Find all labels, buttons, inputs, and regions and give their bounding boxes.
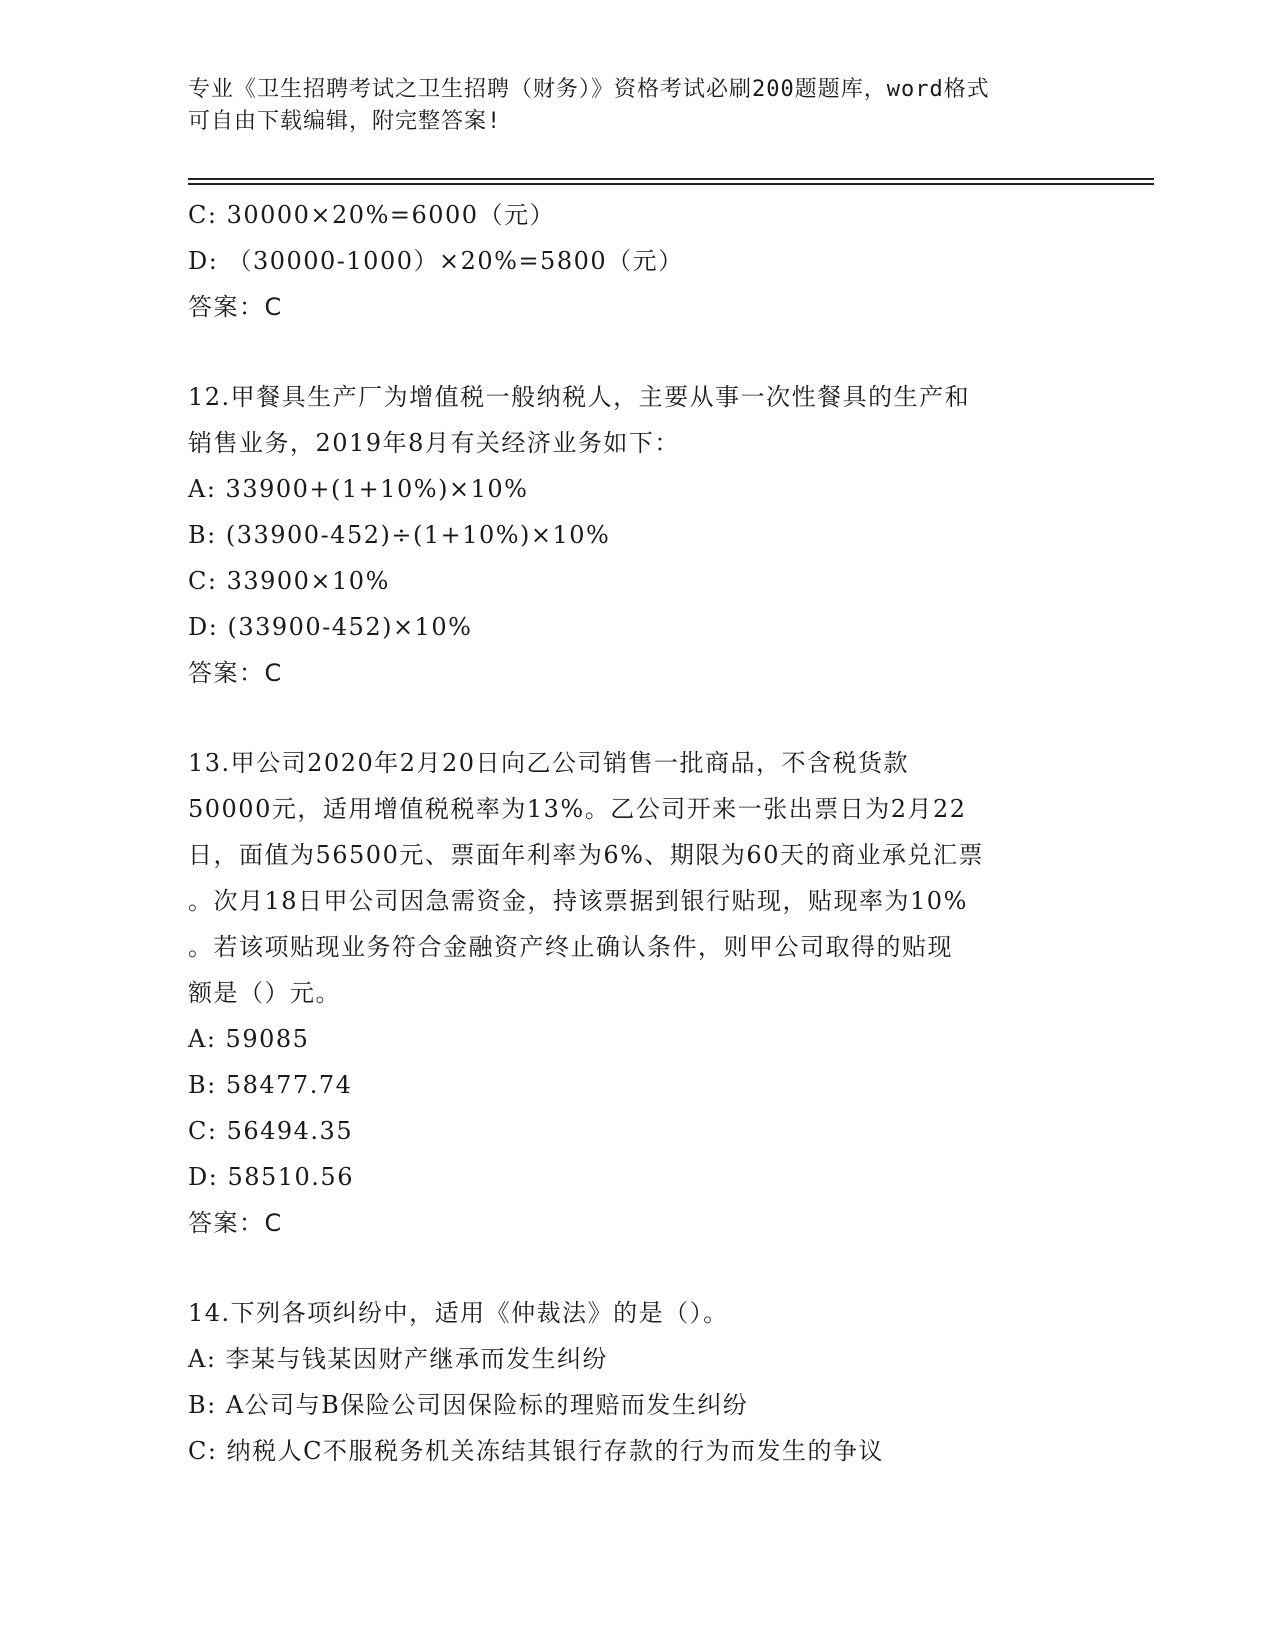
question-13 (188, 740, 1088, 1246)
question-stem: 。若该项贴现业务符合金融资产终止确认条件，则甲公司取得的贴现 (188, 933, 953, 961)
question-11 (188, 192, 1088, 330)
option-b: B: A公司与B保险公司因保险标的理赔而发生纠纷 (188, 1391, 749, 1419)
option-d: D: (33900-452)×10% (188, 613, 473, 641)
header-divider-top (188, 178, 1154, 180)
question-stem: 日，面值为56500元、票面年利率为6%、期限为60天的商业承兑汇票 (188, 841, 984, 869)
document-body (188, 192, 1088, 1474)
option-b: B: (33900-452)÷(1+10%)×10% (188, 521, 611, 549)
option-d: D: 58510.56 (188, 1163, 354, 1191)
answer-line: 答案：C (188, 659, 283, 687)
option-c: C: 纳税人C不服税务机关冻结其银行存款的行为而发生的争议 (188, 1437, 884, 1465)
option-a: A: 李某与钱某因财产继承而发生纠纷 (188, 1345, 609, 1373)
answer-line: 答案：C (188, 1209, 283, 1237)
header-title-line-2: 可自由下载编辑，附完整答案! (188, 109, 502, 134)
option-c: C: 33900×10% (188, 567, 390, 595)
header-divider-bottom (188, 183, 1154, 185)
option-d: D: （30000-1000）×20%=5800（元） (188, 247, 684, 275)
question-stem: 。次月18日甲公司因急需资金，持该票据到银行贴现，贴现率为10% (188, 887, 968, 915)
answer-line: 答案：C (188, 293, 283, 321)
header-title-line-1: 专业《卫生招聘考试之卫生招聘（财务）》资格考试必刷200题题库，word格式 (188, 77, 990, 102)
question-stem: 50000元，适用增值税税率为13%。乙公司开来一张出票日为2月22 (188, 795, 967, 823)
question-12 (188, 374, 1088, 696)
question-stem: 销售业务，2019年8月有关经济业务如下： (188, 429, 680, 457)
option-a: A: 33900+(1+10%)×10% (188, 475, 529, 503)
question-stem: 13.甲公司2020年2月20日向乙公司销售一批商品，不含税货款 (188, 749, 910, 777)
spacer (188, 330, 1088, 374)
spacer (188, 696, 1088, 740)
option-c: C: 56494.35 (188, 1117, 354, 1145)
question-stem: 12.甲餐具生产厂为增值税一般纳税人，主要从事一次性餐具的生产和 (188, 383, 971, 411)
option-b: B: 58477.74 (188, 1071, 353, 1099)
option-c: C: 30000×20%=6000（元） (188, 201, 556, 229)
spacer (188, 1246, 1088, 1290)
document-header (188, 74, 1068, 138)
question-stem: 额是（）元。 (188, 979, 341, 1007)
question-stem: 14.下列各项纠纷中，适用《仲裁法》的是（）。 (188, 1299, 729, 1327)
option-a: A: 59085 (188, 1025, 310, 1053)
question-14 (188, 1290, 1088, 1474)
